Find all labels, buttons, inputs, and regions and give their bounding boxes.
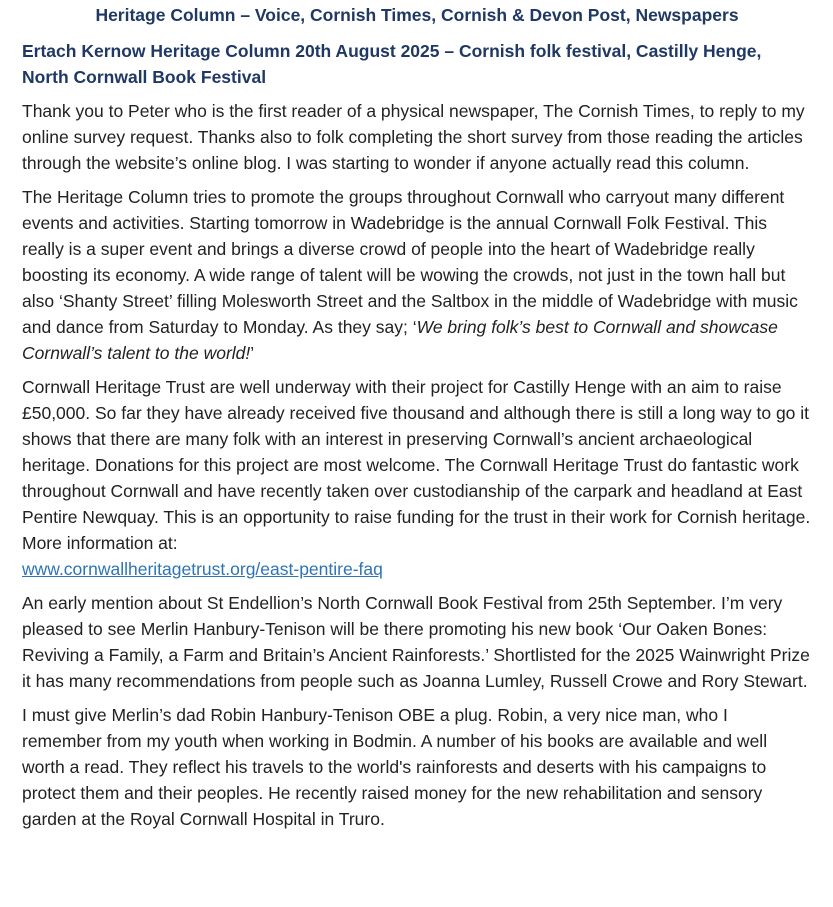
paragraph-castilly-henge (22, 374, 812, 582)
column-title: Heritage Column – Voice, Cornish Times, Cornish & Devon Post, Newspapers (95, 5, 739, 25)
heritage-trust-link[interactable]: www.cornwallheritagetrust.org/east-pentire-faq (22, 559, 383, 579)
document-page (22, 0, 812, 832)
folk-festival-quote-end: ’ (250, 343, 255, 363)
paragraph-robin-hanbury-tenison: I must give Merlin’s dad Robin Hanbury-Tenison OBE a plug. Robin, a very nice man, who I remember from my youth when working in Bodmin. A number of his books are available and well worth a read. They reflect his travels to the world's rainforests and deserts with his campaigns to protect them and their peoples. He recently raised money for the new rehabilitation and sensory garden at the Royal Cornwall Hospital in Truro. (22, 705, 768, 829)
castilly-henge-text: Cornwall Heritage Trust are well underway with their project for Castilly Henge with an aim to raise £50,000. So far they have already received five thousand and although there is still a long way to go it shows that there are many folk with an interest in preserving Cornwall’s ancient archaeological heritage. Donations for this project are most welcome. The Cornwall Heritage Trust do fantastic work throughout Cornwall and have recently taken over custodianship of the carpark and headland at East Pentire Newquay. This is an opportunity to raise funding for the trust in their work for Cornish heritage. More information at: (22, 377, 811, 553)
article-title: Ertach Kernow Heritage Column 20th August 2025 – Cornish folk festival, Castilly Henge, North Cornwall Book Festival (22, 41, 762, 87)
paragraph-folk-festival (22, 184, 812, 366)
folk-festival-text: The Heritage Column tries to promote the groups throughout Cornwall who carryout many different events and activities. Starting tomorrow in Wadebridge is the annual Cornwall Folk Festival. This really is a super event and brings a diverse crowd of people into the heart of Wadebridge really boosting its economy. A wide range of talent will be wowing the crowds, not just in the town hall but also ‘Shanty Street’ filling Molesworth Street and the Saltbox in the middle of Wadebridge with music and dance from Saturday to Monday. As they say; ‘ (22, 187, 798, 337)
paragraph-book-festival: An early mention about St Endellion’s North Cornwall Book Festival from 25th September. I’m very pleased to see Merlin Hanbury-Tenison will be there promoting his new book ‘Our Oaken Bones: Reviving a Family, a Farm and Britain’s Ancient Rainforests.’ Shortlisted for the 2025 Wainwright Prize it has many recommendations from people such as Joanna Lumley, Russell Crowe and Rory Stewart. (22, 593, 810, 691)
folk-festival-quote: We bring folk’s best to Cornwall and showcase Cornwall’s talent to the world! (22, 317, 778, 363)
paragraph-survey-thanks: Thank you to Peter who is the first reader of a physical newspaper, The Cornish Times, to reply to my online survey request. Thanks also to folk completing the short survey from those reading the articles through the website’s online blog. I was starting to wonder if anyone actually read this column. (22, 101, 805, 173)
